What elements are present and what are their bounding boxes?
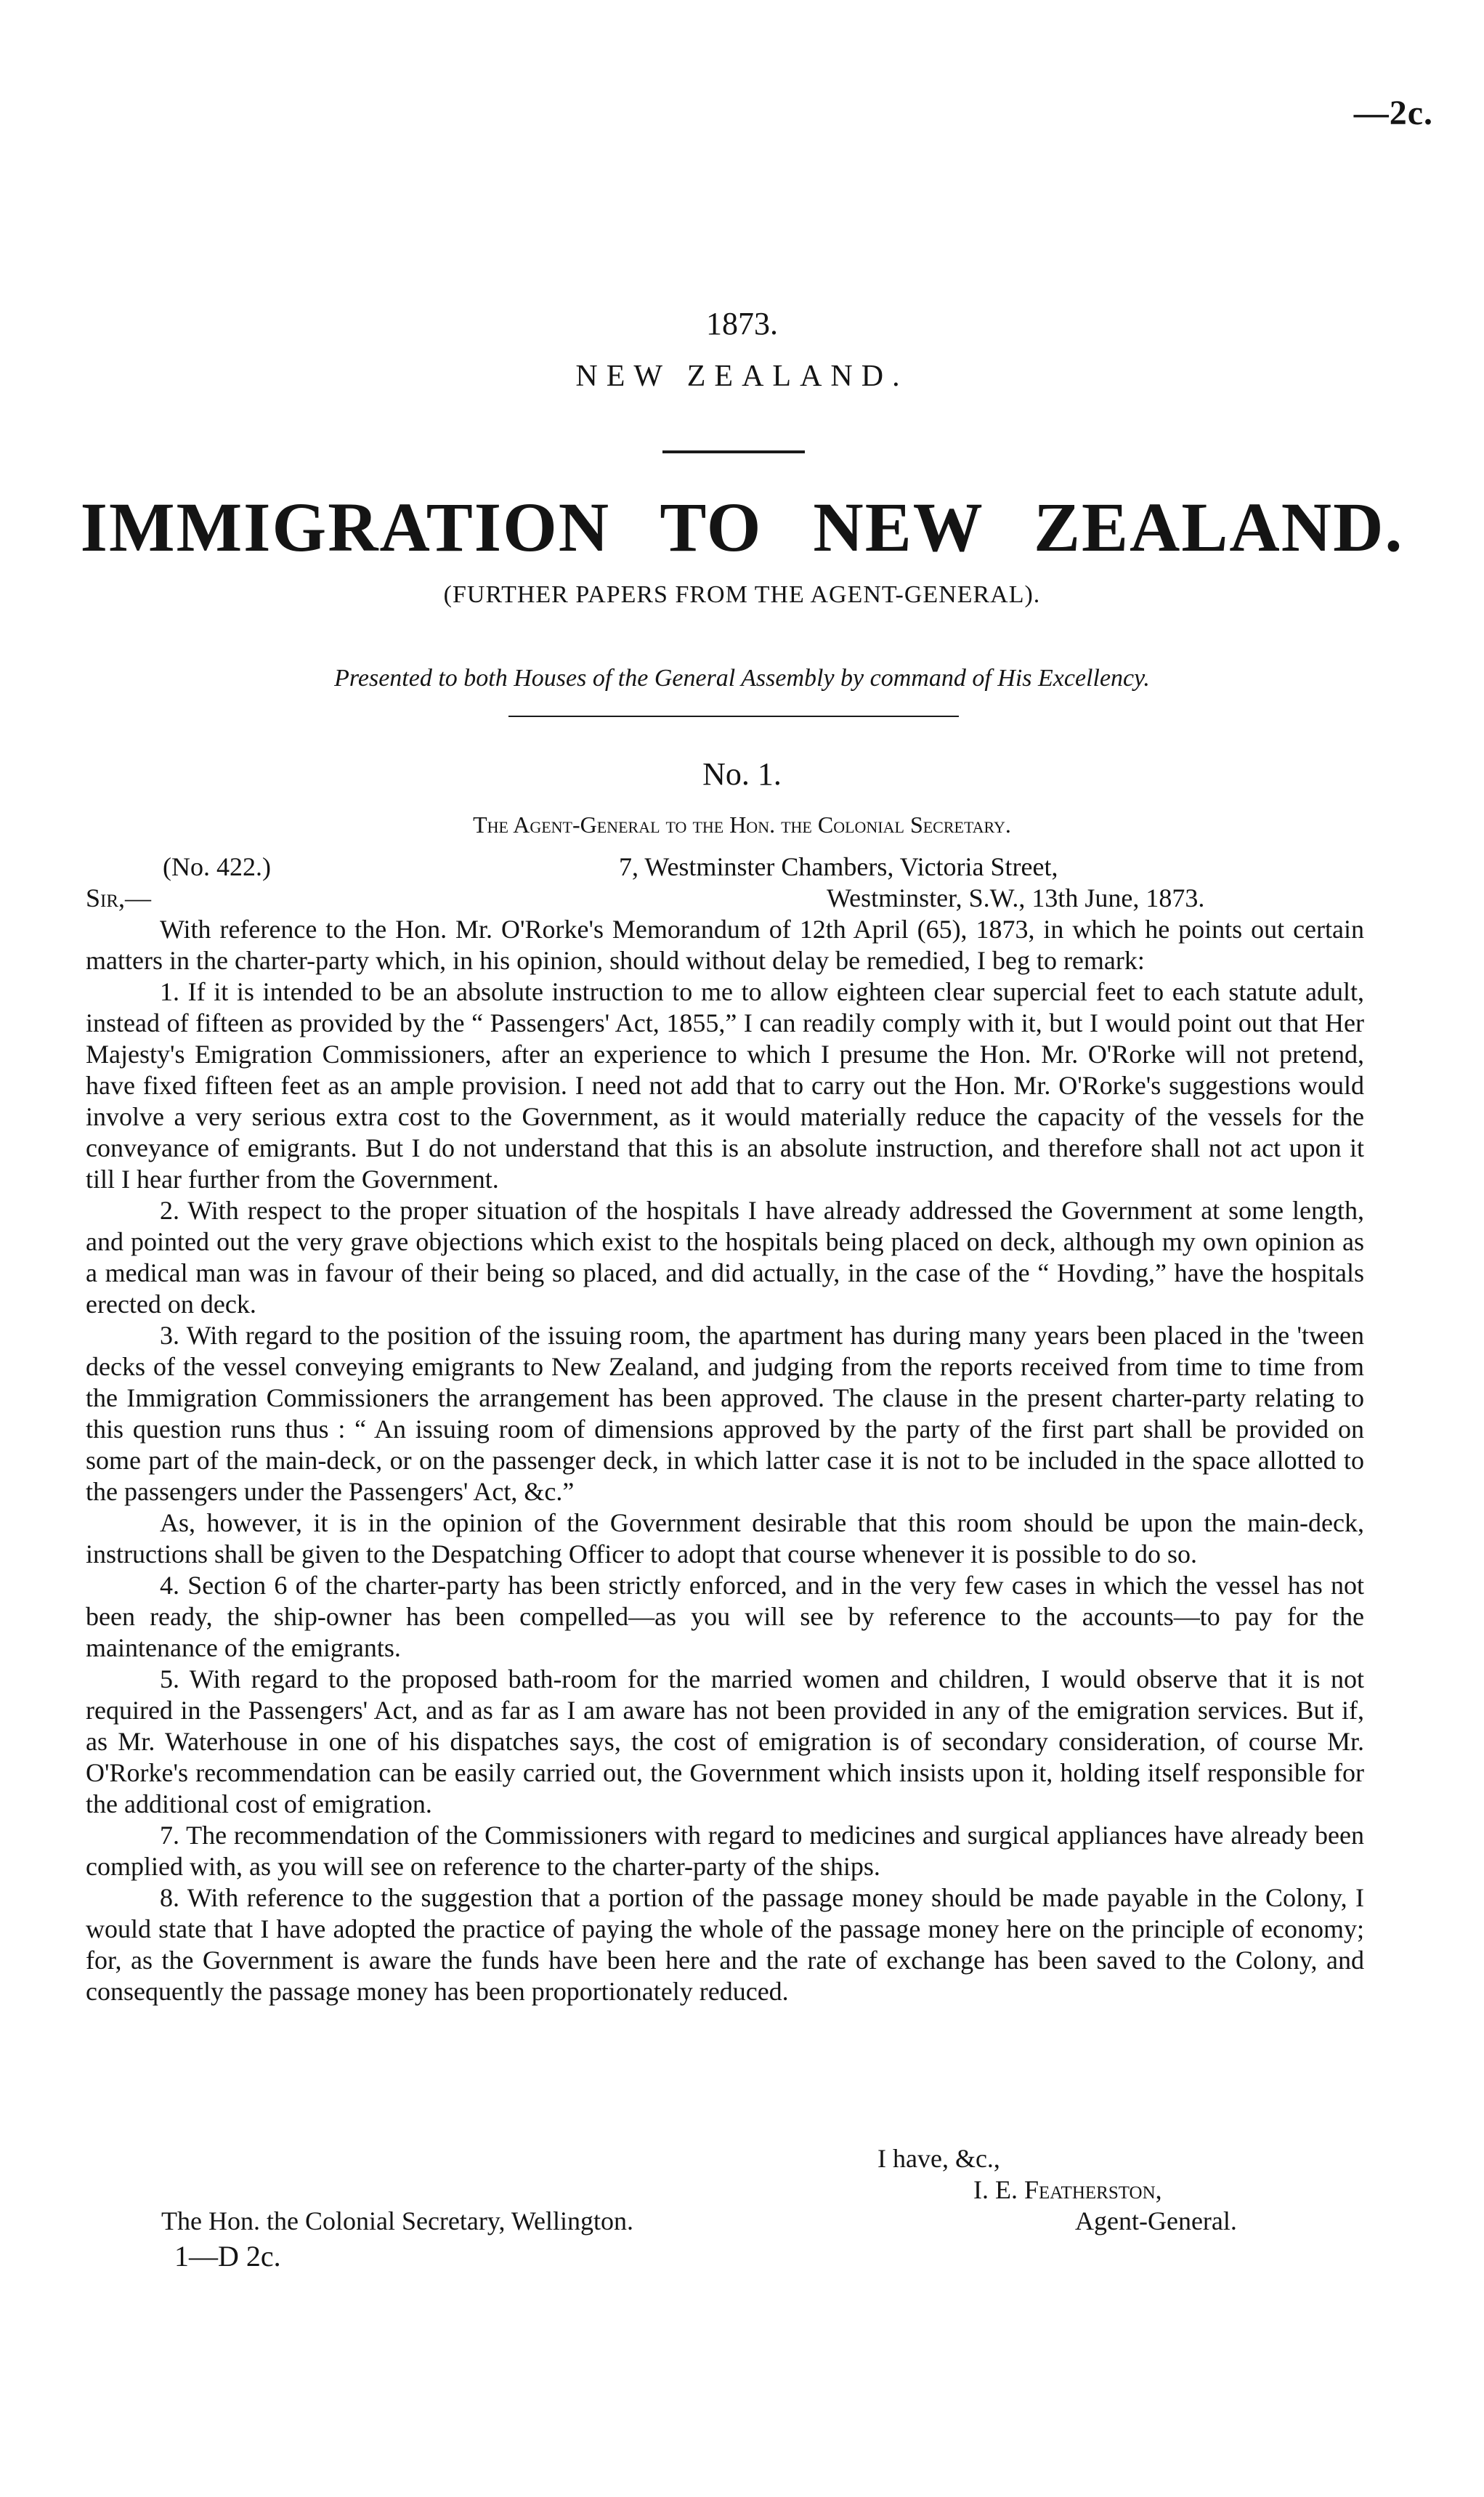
paragraph-3-continued: As, however, it is in the opinion of the Government desirable that this room should be upon the main-deck, instructions shall be given to the Despatching Officer to adopt that course whenever it is possible to do so. <box>86 1508 1364 1569</box>
title-divider <box>662 450 805 453</box>
print-code: 1—D 2c. <box>174 2240 281 2273</box>
paragraph-1: 1. If it is intended to be an absolute instruction to me to allow eighteen clear supercial feet to each statute adult, instead of fifteen as provided by the “ Passengers' Act, 1855,” I can readily comply with it, but I would point out that Her Majesty's Emigration Commissioners, after an experience to which I presume the Hon. Mr. O'Rorke will not pretend, have fixed fifteen feet as an ample provision. I need not add that to carry out the Hon. Mr. O'Rorke's suggestions would involve a very serious extra cost to the Government, as it would materially reduce the capacity of the vessels for the conveyance of emigrants. But I do not understand that this is an absolute instruction, and therefore shall not act upon it till I hear further from the Government. <box>86 977 1364 1194</box>
presented-line: Presented to both Houses of the General Assembly by command of His Excellency. <box>334 665 1150 692</box>
signature-name: I. E. Featherston, <box>973 2175 1162 2204</box>
page-reference: —2c. <box>1353 94 1433 132</box>
signature-title: Agent-General. <box>1075 2206 1237 2235</box>
sender-address-line-2: Westminster, S.W., 13th June, 1873. <box>827 883 1205 912</box>
section-divider <box>508 716 959 717</box>
paragraph-intro: With reference to the Hon. Mr. O'Rorke's Memorandum of 12th April (65), 1873, in which he points out certain matters in the charter-party which, in his opinion, should without delay be remedied, I beg to remark: <box>86 915 1364 975</box>
document-subtitle: (FURTHER PAPERS FROM THE AGENT-GENERAL). <box>443 581 1041 608</box>
letter-reference-number: (No. 422.) <box>163 852 271 881</box>
document-title: IMMIGRATION TO NEW ZEALAND. <box>80 488 1404 566</box>
paragraph-4: 4. Section 6 of the charter-party has been strictly enforced, and in the very few cases in which the vessel has not been ready, the ship-owner has been compelled—as you will see by reference to the accounts—to pay for the maintenance of the emigrants. <box>86 1571 1364 1662</box>
sender-address-line-1: 7, Westminster Chambers, Victoria Street, <box>619 852 1058 881</box>
document-country: NEW ZEALAND. <box>575 360 909 393</box>
paragraph-8: 8. With reference to the suggestion that a portion of the passage money should be made payable in the Colony, I would state that I have adopted the practice of paying the whole of the passage money here on the principle of economy; for, as the Government is aware the funds have been here and the rate of exchange has been saved to the Colony, and consequently the passage money has been proportionately reduced. <box>86 1883 1364 2006</box>
paper-number: No. 1. <box>702 756 782 792</box>
salutation: Sir,— <box>86 883 152 912</box>
paragraph-5: 5. With regard to the proposed bath-room for the married women and children, I would observe that it is not required in the Passengers' Act, and as far as I am aware has not been provided in any of the emigration services. But if, as Mr. Waterhouse in one of his dispatches says, the cost of emigration is of secondary consideration, of course Mr. O'Rorke's recommendation can be easily carried out, the Government which insists upon it, holding itself responsible for the additional cost of emigration. <box>86 1664 1364 1818</box>
letter-heading: The Agent-General to the Hon. the Colonial Secretary. <box>473 812 1011 838</box>
paragraph-3: 3. With regard to the position of the issuing room, the apartment has during many years been placed in the 'tween decks of the vessel conveying emigrants to New Zealand, and judging from the reports received from time to time from the Immigration Commissioners the arrangement has been approved. The clause in the present charter-party relating to this question runs thus : “ An issuing room of dimensions approved by the party of the first part shall be provided on some part of the main-deck, or on the passenger deck, in which latter case it is not to be included in the space allotted to the passengers under the Passengers' Act, &c.” <box>86 1321 1364 1506</box>
document-year: 1873. <box>706 306 778 341</box>
paragraph-7: 7. The recommendation of the Commissioners with regard to medicines and surgical appliances have already been complied with, as you will see on reference to the charter-party of the ships. <box>86 1821 1364 1881</box>
letter-closing: I have, &c., <box>877 2144 1000 2173</box>
letter-body <box>86 914 1364 2007</box>
addressee: The Hon. the Colonial Secretary, Wellington. <box>161 2206 633 2235</box>
paragraph-2: 2. With respect to the proper situation of the hospitals I have already addressed the Government at some length, and pointed out the very grave objections which exist to the hospitals being placed on deck, although my own opinion as a medical man was in favour of their being so placed, and did actually, in the case of the “ Hovding,” have the hospitals erected on deck. <box>86 1196 1364 1319</box>
